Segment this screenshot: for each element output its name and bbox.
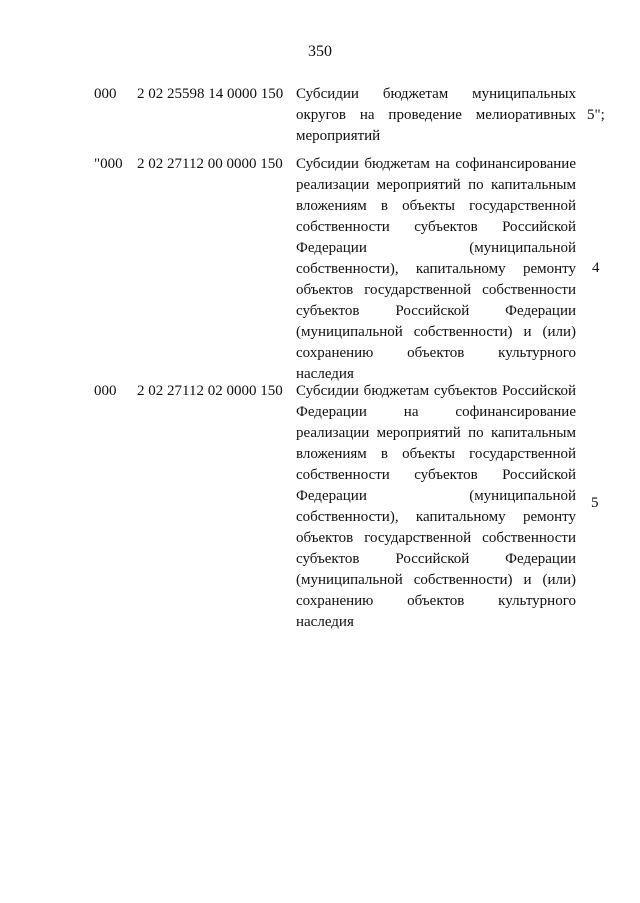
budget-classification-code: 2 02 25598 14 0000 150 xyxy=(137,86,284,102)
revenue-name: Субсидии бюджетам субъектов Российской Федерации на софинансирование реализации мероприятий по капитальным вложениям в объекты государственной собственности субъектов Российской Федерации (муниципальной собственности), капитальному ремонту объектов государственной собственности субъектов Российской Федерации (муниципальной собственности) и (или) сохранению объектов культурного наследия xyxy=(296,383,576,630)
revenue-name: Субсидии бюджетам на софинансирование реализации мероприятий по капитальным вложениям в объекты государственной собственности субъектов Российской Федерации (муниципальной собственности), капитальному ремонту объектов государственной собственности субъектов Российской Федерации (муниципальной собственности) и (или) сохранению объектов культурного наследия xyxy=(296,156,576,382)
admin-code: 000 xyxy=(94,86,117,102)
admin-code: "000 xyxy=(94,156,123,172)
revenue-name: Субсидии бюджетам муниципальных округов на проведение мелиоративных мероприятий xyxy=(296,86,576,144)
row-value: 5"; xyxy=(587,107,605,123)
page-number: 350 xyxy=(308,43,332,60)
budget-classification-code: 2 02 27112 00 0000 150 xyxy=(137,156,283,172)
row-value: 4 xyxy=(592,260,600,276)
budget-classification-code: 2 02 27112 02 0000 150 xyxy=(137,383,283,399)
admin-code: 000 xyxy=(94,383,117,399)
row-value: 5 xyxy=(591,495,599,511)
